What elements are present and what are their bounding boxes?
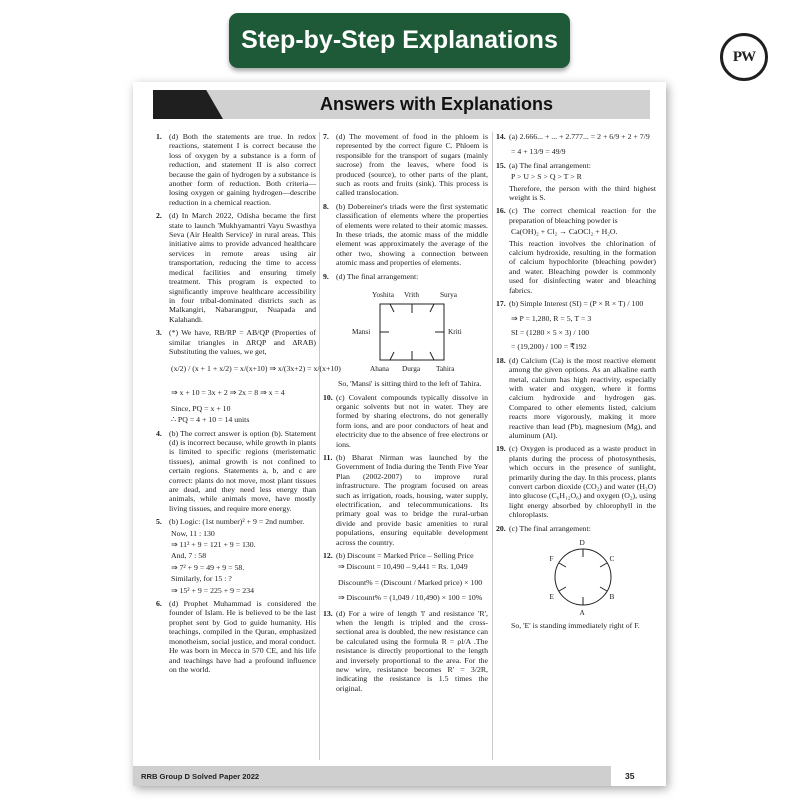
answer-number: 10. bbox=[323, 392, 333, 402]
answer-text: (b) Dobereiner's triads were the first systematic classification of elements where the properties of elements were related to their atomic masses. In these triads, the atomic mass of the middle element was approximately the average of the other two, showing a connection between atomic mass and properties of elements. bbox=[336, 201, 488, 268]
answer-text: (d) Calcium (Ca) is the most reactive element among the given options. As an alkaline earth metal, calcium has high reactivity, especially with water and oxygen, where it forms calcium hydroxide and hydrogen gas. Compared to other elements listed, calcium reacts more vigorously, making it more reactive than lead (Pb), magnesium (Mg), and aluminum (Al). bbox=[509, 355, 656, 440]
answer-number: 4. bbox=[156, 428, 162, 438]
answer-conclusion: Therefore, the person with the third highest weight is S. bbox=[509, 183, 656, 203]
seat-label: Surya bbox=[440, 290, 458, 300]
answer-conclusion: So, 'Mansi' is sitting third to the left of Tahira. bbox=[338, 379, 482, 389]
answer-sequence: P > U > S > Q > T > R bbox=[511, 172, 582, 182]
position-label: A bbox=[579, 608, 585, 618]
equation: ⇒ 15² + 9 = 225 + 9 = 234 bbox=[171, 585, 254, 595]
answer-19 bbox=[496, 444, 656, 519]
answer-5 bbox=[156, 517, 316, 595]
answer-number: 5. bbox=[156, 517, 162, 527]
pw-logo: PW bbox=[720, 33, 768, 81]
equation: SI = (1280 × 5 × 3) / 100 bbox=[511, 327, 590, 337]
answer-1 bbox=[156, 132, 316, 207]
answer-intro: (*) We have, RB/RP = AB/QP (Properties of similar triangles in ΔRQP and ΔRAB) Substituting the values, we get, bbox=[169, 328, 316, 356]
answer-number: 9. bbox=[323, 271, 329, 281]
column-3 bbox=[496, 132, 656, 634]
equation: = (19,200) / 100 = ₹192 bbox=[511, 342, 587, 352]
answer-number: 11. bbox=[323, 452, 333, 462]
answer-number: 1. bbox=[156, 132, 162, 141]
answer-8 bbox=[323, 202, 488, 268]
equation: Now, 11 : 130 bbox=[171, 528, 215, 538]
seat-label: Ahana bbox=[370, 364, 390, 374]
position-label: E bbox=[549, 592, 554, 602]
equation: ⇒ x + 10 = 3x + 2 ⇒ 2x = 8 ⇒ x = 4 bbox=[171, 388, 285, 398]
header-accent bbox=[153, 90, 223, 119]
answer-number: 12. bbox=[323, 551, 333, 560]
answer-number: 19. bbox=[496, 444, 506, 454]
answer-number: 17. bbox=[496, 299, 506, 309]
seat-label: Kriti bbox=[448, 327, 462, 337]
answer-number: 7. bbox=[323, 132, 329, 141]
equation: Similarly, for 15 : ? bbox=[171, 574, 232, 584]
answer-7 bbox=[323, 132, 488, 198]
column-divider bbox=[319, 132, 320, 760]
answer-text: (d) For a wire of length 'l' and resistance 'R', when the length is tripled and the cross-sectional area is doubled, the new resistance can be calculated using the formula R = ρl/A .The resistance is directly proportional to the length and inversely proportional to the area. For the new wire, resistance becomes R' = 3/2R, indicating the resistance is 1.5 times the original. bbox=[336, 608, 488, 693]
page-number: 35 bbox=[625, 771, 635, 781]
answer-text: (d) In March 2022, Odisha became the first state to launch 'Mukhyamantri Vayu Swasthya Seva (Air Health Service)' in rural areas. This initiative aims to provide advanced healthcare services in remote areas using air transportation, reducing the time to access medical facilities and ensuring timely treatment. This program is expected to significantly improve healthcare accessibility in four tribal-dominated districts such as Malkangiri, Nabarangpur, Nuapada and Kalahandi. bbox=[169, 211, 316, 324]
circular-arrangement-diagram bbox=[538, 536, 628, 618]
equation: Since, PQ = x + 10 bbox=[171, 403, 231, 413]
answer-text: (c) Oxygen is produced as a waste product in plants during the process of photosynthesis, which occurs in the presence of sunlight, primarily during the day. In this process, plants convert carbon dioxide (CO₂) and water (H₂O) into glucose (C₆H₁₂O₆) and oxygen (O₂), using light energy absorbed by chlorophyll in the chloroplasts. bbox=[509, 444, 656, 520]
equation: ∴ PQ = 4 + 10 = 14 units bbox=[171, 415, 250, 425]
seating-diagram-square bbox=[352, 284, 472, 376]
answer-text: (b) Logic: (1st number)² + 9 = 2nd number. bbox=[169, 517, 305, 527]
column-divider bbox=[492, 132, 493, 760]
answer-text: (a) The final arrangement: bbox=[509, 160, 591, 170]
answer-18 bbox=[496, 356, 656, 441]
answer-text: (d) Both the statements are true. In redox reactions, statement I is correct because the loss of oxygen by a substance is a form of reduction, and statement II is also correct because the gain of hydrogen by a substance is another form of reduction. Both criteria—losing oxygen or gaining hydrogen—describe reduction in a chemical reaction. bbox=[169, 132, 316, 207]
equation: = 4 + 13/9 = 49/9 bbox=[511, 147, 566, 157]
answer-number: 20. bbox=[496, 523, 506, 533]
answer-11 bbox=[323, 453, 488, 547]
answer-text: (b) Discount = Marked Price – Selling Price bbox=[336, 551, 474, 560]
answer-text: (b) The correct answer is option (b). Statement (d) is incorrect because, while growth in plants is limited to specific regions (meristematic tissues), animal growth is not confined to certain regions. Statements a, b, and c are correct: plants do not move, most plant tissues are dead, and they need less energy than animals, while animals move, have mostly living tissues, and require more energy. bbox=[169, 428, 316, 513]
answer-text: This reaction involves the chlorination of calcium hydroxide, resulting in the formation of calcium hypochlorite (bleaching powder) and water. Bleaching powder is commonly used for disinfecting water and bleaching fabrics. bbox=[509, 238, 656, 295]
answer-6 bbox=[156, 599, 316, 674]
position-label: D bbox=[579, 538, 585, 548]
answer-text: (b) Bharat Nirman was launched by the Government of India during the Tenth Five Year Plan (2002-2007) to improve rural infrastructure. The program focused on areas such as irrigation, roads, housing, water supply, electrification, and telecommunications. Its primary goal was to bridge the rural-urban divide and provide basic amenities to rural populations, ensuring equitable development across the country. bbox=[336, 452, 488, 547]
book-page bbox=[133, 82, 666, 786]
equation: And, 7 : 58 bbox=[171, 551, 207, 561]
answer-number: 2. bbox=[156, 211, 162, 221]
circle-graphic bbox=[538, 536, 628, 618]
answer-12 bbox=[323, 551, 488, 603]
footer-title: RRB Group D Solved Paper 2022 bbox=[141, 772, 260, 781]
seat-label: Yoshita bbox=[372, 290, 394, 300]
position-label: B bbox=[609, 592, 615, 602]
equation: ⇒ Discount = 10,490 – 9,441 = Rs. 1,049 bbox=[338, 562, 468, 572]
answer-number: 6. bbox=[156, 599, 162, 609]
answer-14 bbox=[496, 132, 656, 157]
answer-4 bbox=[156, 429, 316, 514]
answer-text: (d) Prophet Muhammad is considered the founder of Islam. He is believed to be the last prophet sent by God to guide humanity. His teachings, compiled in the Quran, emphasized monotheism, social justice, and moral conduct. He was born in Mecca in 570 CE, and his life and teachings have had a profound influence on the world. bbox=[169, 599, 316, 674]
answer-10 bbox=[323, 393, 488, 449]
position-label: C bbox=[609, 554, 615, 564]
equation: ⇒ P = 1,280, R = 5, T = 3 bbox=[511, 313, 592, 323]
answer-conclusion: So, 'E' is standing immediately right of F. bbox=[511, 621, 640, 631]
answer-number: 14. bbox=[496, 132, 506, 141]
equation: ⇒ Discount% = (1,049 / 10,490) × 100 = 10% bbox=[338, 593, 483, 603]
equation: ⇒ 11² + 9 = 121 + 9 = 130. bbox=[171, 540, 256, 550]
answer-17 bbox=[496, 299, 656, 352]
answer-text: (d) The movement of food in the phloem is represented by the correct figure C. Phloem is responsible for the transport of sugars (mainly sucrose) from the leaves, where food is produced (source), to other parts of the plant, such as roots and fruits (sink). This process is called translocation. bbox=[336, 132, 488, 198]
page-footer bbox=[133, 766, 666, 786]
answer-number: 8. bbox=[323, 201, 329, 211]
column-1 bbox=[156, 132, 341, 678]
answer-number: 3. bbox=[156, 328, 162, 338]
position-label: F bbox=[549, 554, 554, 564]
answer-number: 18. bbox=[496, 355, 506, 365]
footer-number-box bbox=[611, 766, 666, 786]
equation: (a) 2.666... + ... + 2.777... = 2 + 6/9 + 2 + 7/9 bbox=[509, 132, 650, 141]
chemical-equation: Ca(OH)₂ + Cl₂ → CaOCl₂ + H₂O. bbox=[511, 227, 618, 237]
answer-number: 13. bbox=[323, 608, 333, 618]
answer-number: 16. bbox=[496, 206, 506, 216]
equation: Discount% = (Discount / Marked price) × 100 bbox=[338, 577, 483, 587]
answer-20 bbox=[496, 524, 656, 631]
equation: (x/2) / (x + 1 + x/2) = x/(x+10) ⇒ x/(3x+2) = x/(x+10) bbox=[171, 364, 341, 374]
answer-number: 15. bbox=[496, 160, 506, 170]
seat-label: Vrith bbox=[404, 290, 419, 300]
answer-text: (d) The final arrangement: bbox=[336, 271, 419, 281]
answer-13 bbox=[323, 609, 488, 694]
section-title: Answers with Explanations bbox=[319, 94, 554, 114]
answer-9 bbox=[323, 272, 488, 389]
seat-label: Tahira bbox=[436, 364, 455, 374]
answer-15 bbox=[496, 161, 656, 203]
column-2 bbox=[323, 132, 488, 697]
seat-label: Mansi bbox=[352, 327, 371, 337]
answer-3 bbox=[156, 328, 341, 425]
answer-text: (c) The correct chemical reaction for the preparation of bleaching powder is bbox=[509, 206, 656, 225]
banner-title: Step-by-Step Explanations bbox=[229, 13, 570, 68]
equation: (b) Simple Interest (SI) = (P × R × T) / 100 bbox=[509, 299, 644, 309]
answer-text: (c) The final arrangement: bbox=[509, 523, 591, 533]
answer-16 bbox=[496, 206, 656, 295]
equation: ⇒ 7² + 9 = 49 + 9 = 58. bbox=[171, 562, 245, 572]
section-header bbox=[153, 90, 650, 119]
answer-2 bbox=[156, 211, 316, 324]
answer-text: (c) Covalent compounds typically dissolve in organic solvents but not in water. They are formed by sharing electrons, do not generally form ions, and are poor conductors of heat and electricity due to the absence of free electrons or ions. bbox=[336, 392, 488, 449]
seat-label: Durga bbox=[402, 364, 421, 374]
